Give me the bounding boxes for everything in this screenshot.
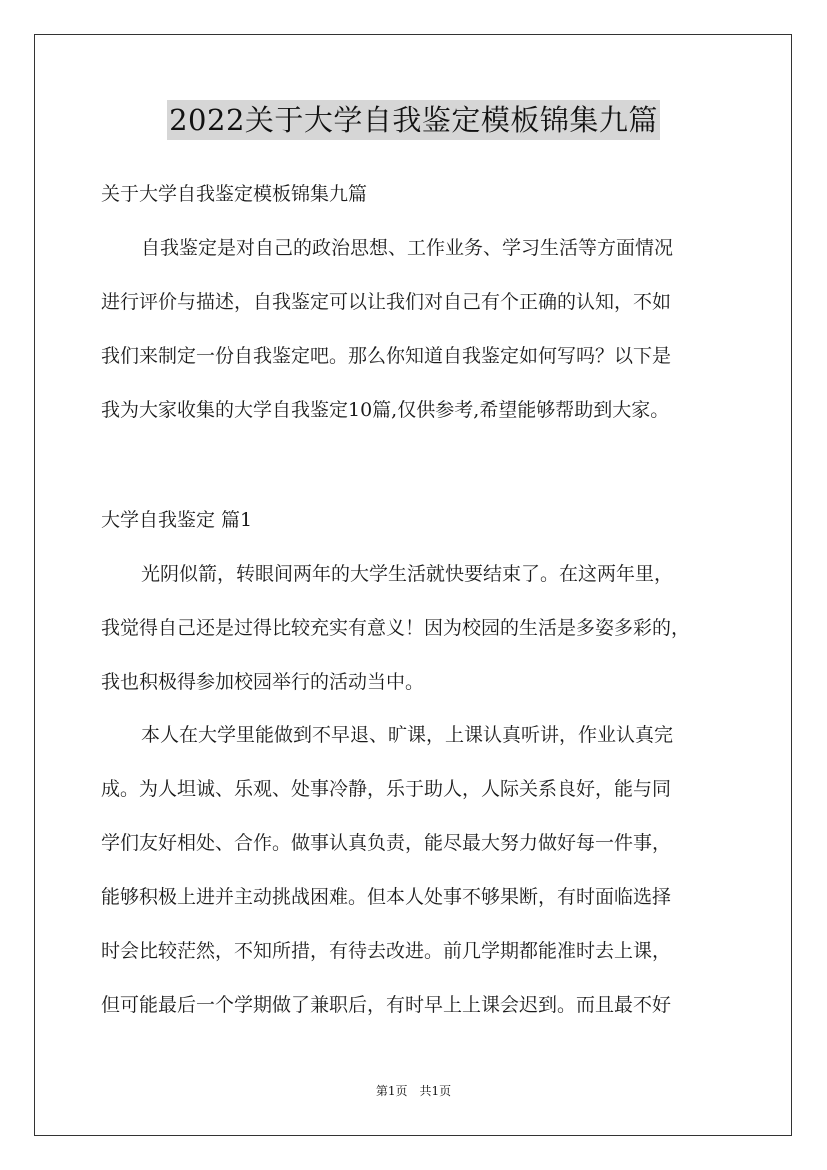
paragraph2-line-6: 但可能最后一个学期做了兼职后，有时早上上课会迟到。而且最不好	[101, 994, 672, 1016]
paragraph1-line-3: 我也积极得参加校园举行的活动当中。	[101, 671, 425, 693]
document-title: 2022关于大学自我鉴定模板锦集九篇	[167, 100, 660, 140]
title-container	[0, 100, 827, 140]
intro-line-4: 我为大家收集的大学自我鉴定10篇,仅供参考,希望能够帮助到大家。	[101, 399, 670, 421]
paragraph2-line-1: 本人在大学里能做到不早退、旷课，上课认真听讲，作业认真完	[141, 724, 674, 746]
intro-line-3: 我们来制定一份自我鉴定吧。那么你知道自我鉴定如何写吗？以下是	[101, 345, 672, 367]
intro-line-1: 自我鉴定是对自己的政治思想、工作业务、学习生活等方面情况	[141, 237, 674, 259]
paragraph1-line-2: 我觉得自己还是过得比较充实有意义！因为校园的生活是多姿多彩的，	[101, 617, 691, 639]
document-subtitle: 关于大学自我鉴定模板锦集九篇	[101, 183, 368, 205]
intro-line-2: 进行评价与描述，自我鉴定可以让我们对自己有个正确的认知，不如	[101, 291, 672, 313]
paragraph2-line-5: 时会比较茫然，不知所措，有待去改进。前几学期都能准时去上课，	[101, 940, 672, 962]
page-number-footer: 第1页 共1页	[375, 1084, 452, 1098]
section-heading: 大学自我鉴定 篇1	[101, 509, 253, 531]
paragraph2-line-4: 能够积极上进并主动挑战困难。但本人处事不够果断，有时面临选择	[101, 886, 672, 908]
paragraph1-line-1: 光阴似箭，转眼间两年的大学生活就快要结束了。在这两年里，	[141, 563, 674, 585]
paragraph2-line-3: 学们友好相处、合作。做事认真负责，能尽最大努力做好每一件事，	[101, 832, 672, 854]
paragraph2-line-2: 成。为人坦诚、乐观、处事冷静，乐于助人，人际关系良好，能与同	[101, 778, 672, 800]
